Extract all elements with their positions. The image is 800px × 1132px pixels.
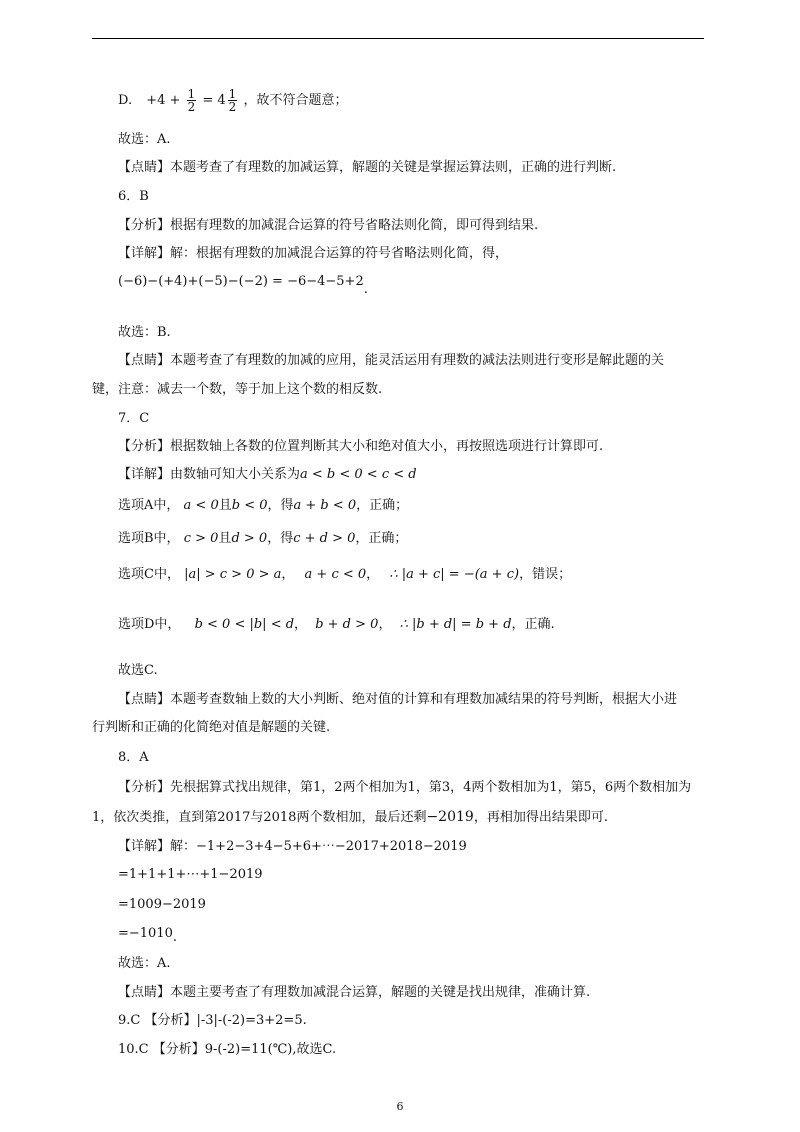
q8-header: 8．A: [118, 750, 149, 765]
q8-choice: 故选：A.: [118, 956, 171, 971]
q7-detail: [118, 466, 417, 484]
text: 且: [218, 498, 232, 513]
math-expression: b < 0: [231, 498, 268, 513]
math-expression: a < 0: [183, 498, 219, 513]
text: ，再相加得出结果即可.: [473, 810, 608, 825]
q10-answer: 10.C 【分析】9-(-2)=11(℃),故选C.: [118, 1042, 337, 1057]
math-expression: ∴ |a + c| = −(a + c): [389, 567, 520, 582]
q7-comment-line2: 行判断和正确的化简绝对值是解题的关键.: [92, 720, 331, 735]
math-expression: +4 +: [146, 93, 181, 108]
header-rule: [92, 38, 704, 39]
q7-option-a: [118, 497, 408, 515]
q7-comment-line1: 【点睛】本题考查数轴上数的大小判断、绝对值的计算和有理数加减结果的符号判断，根据大小进: [118, 692, 678, 707]
q8-analysis-line1: 【分析】先根据算式找出规律，第1，2两个相加为1，第3，4两个数相加为1，第5，6两个数相加为: [118, 780, 692, 795]
math-expression: d > 0: [231, 531, 268, 546]
text: ，: [366, 567, 380, 582]
q7-header: 7．C: [118, 411, 150, 426]
q6-comment-line2: 键，注意：减去一个数，等于加上这个数的相反数.: [92, 382, 383, 397]
q8-comment: 【点睛】本题主要考查了有理数加减混合运算，解题的关键是找出规律，准确计算.: [118, 985, 591, 1000]
page-number: 6: [396, 1100, 404, 1113]
q6-analysis: 【分析】根据有理数的加减混合运算的符号省略法则化简，即可得到结果.: [118, 218, 539, 233]
math-expression: b + d > 0: [315, 617, 379, 632]
text: ，正确；: [355, 531, 408, 546]
option-d-label: D.: [118, 93, 133, 108]
text: 选项C中，: [118, 567, 180, 582]
text: 【详解】由数轴可知大小关系为: [118, 467, 301, 482]
math-expression: a < b < 0 < c < d: [300, 467, 417, 482]
q8-step2: =1009−2019: [118, 897, 206, 912]
q8-step1: =1+1+1+⋯+1−2019: [118, 867, 263, 882]
math-expression: ∴ |b + d| = b + d: [399, 617, 512, 632]
q9-answer: 9.C 【分析】|-3|-(-2)=3+2=5.: [118, 1013, 307, 1028]
math-expression: |a| > c > 0 > a: [184, 567, 282, 582]
text: 且: [218, 531, 232, 546]
q6-choice: 故选：B.: [118, 325, 171, 340]
math-expression: (−6)−(+4)+(−5)−(−2) = −6−4−5+2: [118, 274, 364, 289]
math-expression: b < 0 < |b| < d: [194, 617, 295, 632]
math-expression: a + b < 0: [293, 498, 357, 513]
q6-detail: 【详解】解：根据有理数的加减混合运算的符号省略法则化简，得，: [118, 246, 509, 261]
math-expression: = 4: [202, 93, 226, 108]
text: ，得: [267, 531, 294, 546]
text: ，: [294, 617, 308, 632]
q6-comment-line1: 【点睛】本题考查了有理数的加减的应用，能灵活运用有理数的减法法则进行变形是解此题的关: [118, 353, 665, 368]
text: 【详解】解：: [118, 839, 197, 854]
q6-math-line: [118, 273, 368, 297]
text: ，正确.: [511, 617, 555, 632]
text: 选项B中，: [118, 531, 180, 546]
q7-option-c: [118, 566, 571, 584]
text: 选项D中，: [118, 617, 181, 632]
fraction: $\frac{1}{2}$: [187, 87, 196, 114]
q7-choice: 故选C.: [118, 663, 158, 678]
text: .: [172, 930, 178, 945]
q8-analysis-line2: [92, 808, 608, 827]
math-expression: −2019: [426, 809, 474, 825]
math-expression: c + d > 0: [293, 531, 356, 546]
math-expression: c > 0: [183, 531, 219, 546]
q6-header: 6．B: [118, 189, 149, 204]
q7-option-d: [118, 616, 555, 634]
math-expression: a + c < 0: [304, 567, 367, 582]
q7-analysis: 【分析】根据数轴上各数的位置判断其大小和绝对值大小，再按照选项进行计算即可.: [118, 439, 604, 454]
option-d-line: [118, 88, 347, 113]
text: .: [363, 282, 368, 297]
text: ，得: [267, 498, 294, 513]
q8-step3: [118, 925, 177, 943]
text: ，: [281, 567, 295, 582]
text: ，正确；: [356, 498, 409, 513]
q8-detail: [118, 838, 467, 856]
text: ，错误；: [519, 567, 572, 582]
text: ，故不符合题意；: [243, 93, 348, 108]
q5-comment: 【点睛】本题考查了有理数的加减运算，解题的关键是掌握运算法则，正确的进行判断.: [118, 160, 617, 175]
q7-option-b: [118, 530, 407, 548]
math-expression: −1+2−3+4−5+6+⋯−2017+2018−2019: [196, 839, 467, 854]
text: 1，依次类推，直到第2017与2018两个数相加，最后还剩: [92, 810, 427, 825]
text: ，: [378, 617, 392, 632]
text: 选项A中，: [118, 498, 180, 513]
math-expression: =−1010: [118, 926, 173, 941]
q5-choice: 故选：A.: [118, 132, 171, 147]
fraction: $\frac{1}{2}$: [228, 87, 237, 114]
